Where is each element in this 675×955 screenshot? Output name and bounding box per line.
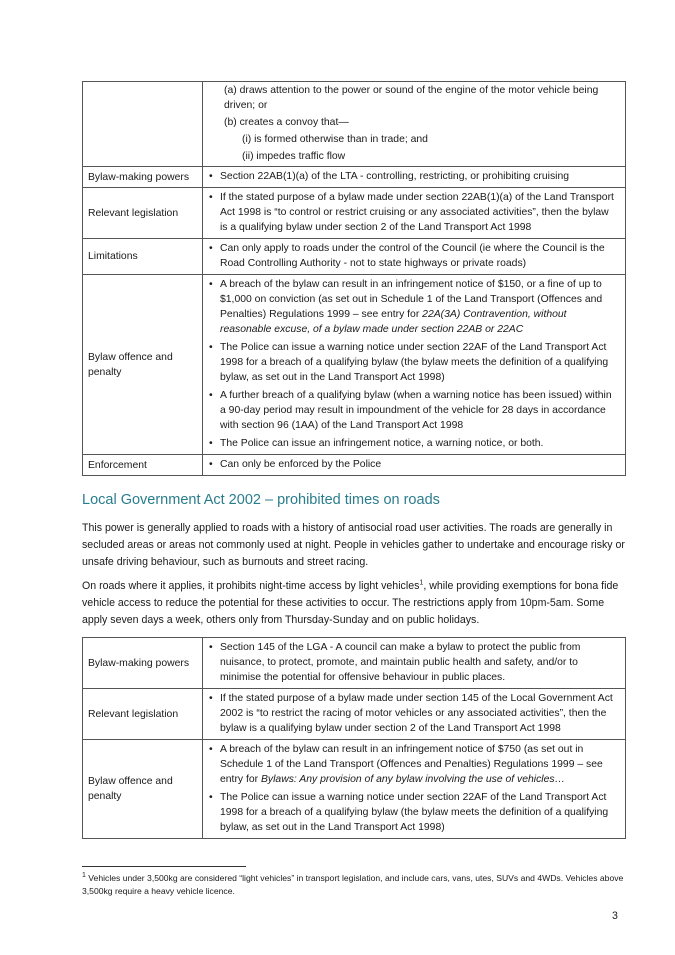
page-number: 3 bbox=[612, 910, 618, 922]
row-content bbox=[203, 167, 626, 188]
row-label: Bylaw offence and penalty bbox=[83, 275, 203, 455]
row-label: Bylaw offence and penalty bbox=[83, 740, 203, 839]
bullet-item: • The Police can issue a warning notice under section 22AF of the Land Transport Act 1998 for a breach of a qualifying bylaw (the bylaw meets the definition of a qualifying bylaw, as set out in the Land Transport Act 1998) bbox=[209, 340, 619, 385]
footnote-marker: 1 bbox=[82, 872, 86, 880]
row-content bbox=[203, 638, 626, 689]
row-label: Relevant legislation bbox=[83, 689, 203, 740]
definition-item-i: (i) is formed otherwise than in trade; and bbox=[242, 134, 428, 145]
bullet-text: A breach of the bylaw can result in an infringement notice of $150, or a fine of up to $1,000 on conviction (as set out in Schedule 1 of the Land Transport (Offences and Penalties) Regulations 1999 – see entry for bbox=[220, 279, 603, 320]
footnote-divider bbox=[82, 866, 246, 867]
row-content bbox=[203, 740, 626, 839]
table-row bbox=[83, 689, 626, 740]
row-label: Limitations bbox=[83, 239, 203, 275]
section-heading: Local Government Act 2002 – prohibited times on roads bbox=[82, 492, 440, 508]
row-content bbox=[203, 275, 626, 455]
cruising-definition-continuation bbox=[203, 82, 626, 167]
table-row bbox=[83, 167, 626, 188]
bullet-italic-text: 22A(3A) Contravention, without reasonable excuse, of a bylaw made under section 22AB or 22AC bbox=[220, 309, 567, 335]
cruising-bylaw-table bbox=[82, 81, 626, 476]
footnote-text: Vehicles under 3,500kg are considered “light vehicles” in transport legislation, and include cars, vans, utes, SUVs and 4WDs. Vehicles above 3,500kg require a heavy vehicle licence. bbox=[82, 873, 624, 896]
table-row bbox=[83, 188, 626, 239]
paragraph-text: On roads where it applies, it prohibits night-time access by light vehicles bbox=[82, 580, 420, 592]
row-label: Bylaw-making powers bbox=[83, 167, 203, 188]
row-content bbox=[203, 689, 626, 740]
bullet-item: • The Police can issue an infringement notice, a warning notice, or both. bbox=[209, 436, 619, 451]
bullet-item: • Can only apply to roads under the control of the Council (ie where the Council is the Road Controlling Authority - not to state highways or private roads) bbox=[209, 241, 619, 271]
bullet-item bbox=[209, 742, 619, 787]
row-label: Bylaw-making powers bbox=[83, 638, 203, 689]
bullet-item: • Section 22AB(1)(a) of the LTA - controlling, restricting, or prohibiting cruising bbox=[209, 169, 619, 184]
bullet-item bbox=[209, 277, 619, 337]
footnote bbox=[82, 872, 630, 898]
table-row bbox=[83, 740, 626, 839]
definition-item-ii: (ii) impedes traffic flow bbox=[242, 151, 346, 162]
bullet-item: • Can only be enforced by the Police bbox=[209, 457, 619, 472]
paragraph-text: , while providing exemptions for bona fide vehicle access to reduce the potential for these activities to occur. The restrictions apply from 10pm-5am. Some apply seven days a week, others only from Thursday-Sunday and on public holidays. bbox=[82, 580, 619, 626]
bullet-text: A breach of the bylaw can result in an infringement notice of $750 (as set out in Schedule 1 of the Land Transport (Offences and Penalties) Regulations 1999 – see entry for bbox=[220, 744, 603, 785]
prohibited-times-bylaw-table bbox=[82, 637, 626, 839]
row-content bbox=[203, 455, 626, 476]
row-label: Relevant legislation bbox=[83, 188, 203, 239]
table-row bbox=[83, 455, 626, 476]
bullet-item: • A further breach of a qualifying bylaw (when a warning notice has been issued) within a 90-day period may result in impoundment of the vehicle for 28 days in accordance with section 96 (1AA) of the Land Transport Act 1998 bbox=[209, 388, 619, 433]
row-content bbox=[203, 239, 626, 275]
bullet-italic-text: Bylaws: Any provision of any bylaw involving the use of vehicles… bbox=[261, 774, 565, 785]
bullet-item: • The Police can issue a warning notice under section 22AF of the Land Transport Act 1998 for a breach of a qualifying bylaw (the bylaw meets the definition of a qualifying bylaw, as set out in the Land Transport Act 1998) bbox=[209, 790, 619, 835]
table-row bbox=[83, 275, 626, 455]
row-label: Enforcement bbox=[83, 455, 203, 476]
bullet-item: • If the stated purpose of a bylaw made under section 22AB(1)(a) of the Land Transport Act 1998 is “to control or restrict cruising or any associated activities”, then the bylaw is a qualifying bylaw under section 2 of the Land Transport Act 1998 bbox=[209, 190, 619, 235]
row-content bbox=[203, 188, 626, 239]
bullet-item: • If the stated purpose of a bylaw made under section 145 of the Local Government Act 2002 is “to restrict the racing of motor vehicles or any associated activities”, then the bylaw is a qualifying bylaw under section 2 of the Land Transport Act 1998 bbox=[209, 691, 619, 736]
bullet-item: • Section 145 of the LGA - A council can make a bylaw to protect the public from nuisance, to protect, promote, and maintain public health and safety, and/or to minimise the potential for offensive behaviour in public places. bbox=[209, 640, 619, 685]
definition-item-a: (a) draws attention to the power or sound of the engine of the motor vehicle being driven; or bbox=[224, 85, 599, 111]
table-row bbox=[83, 82, 626, 167]
footnote-reference: 1 bbox=[419, 579, 424, 587]
body-paragraph: This power is generally applied to roads with a history of antisocial road user activities. The roads are generally in secluded areas or areas not commonly used at night. People in vehicles gather to undertake and encourage risky or unsafe driving behaviour, such as burnouts and street racing. bbox=[82, 522, 625, 568]
empty-label-cell bbox=[83, 82, 203, 167]
table-row bbox=[83, 638, 626, 689]
body-paragraph bbox=[82, 578, 630, 629]
table-row bbox=[83, 239, 626, 275]
definition-item-b: (b) creates a convoy that— bbox=[224, 117, 349, 128]
